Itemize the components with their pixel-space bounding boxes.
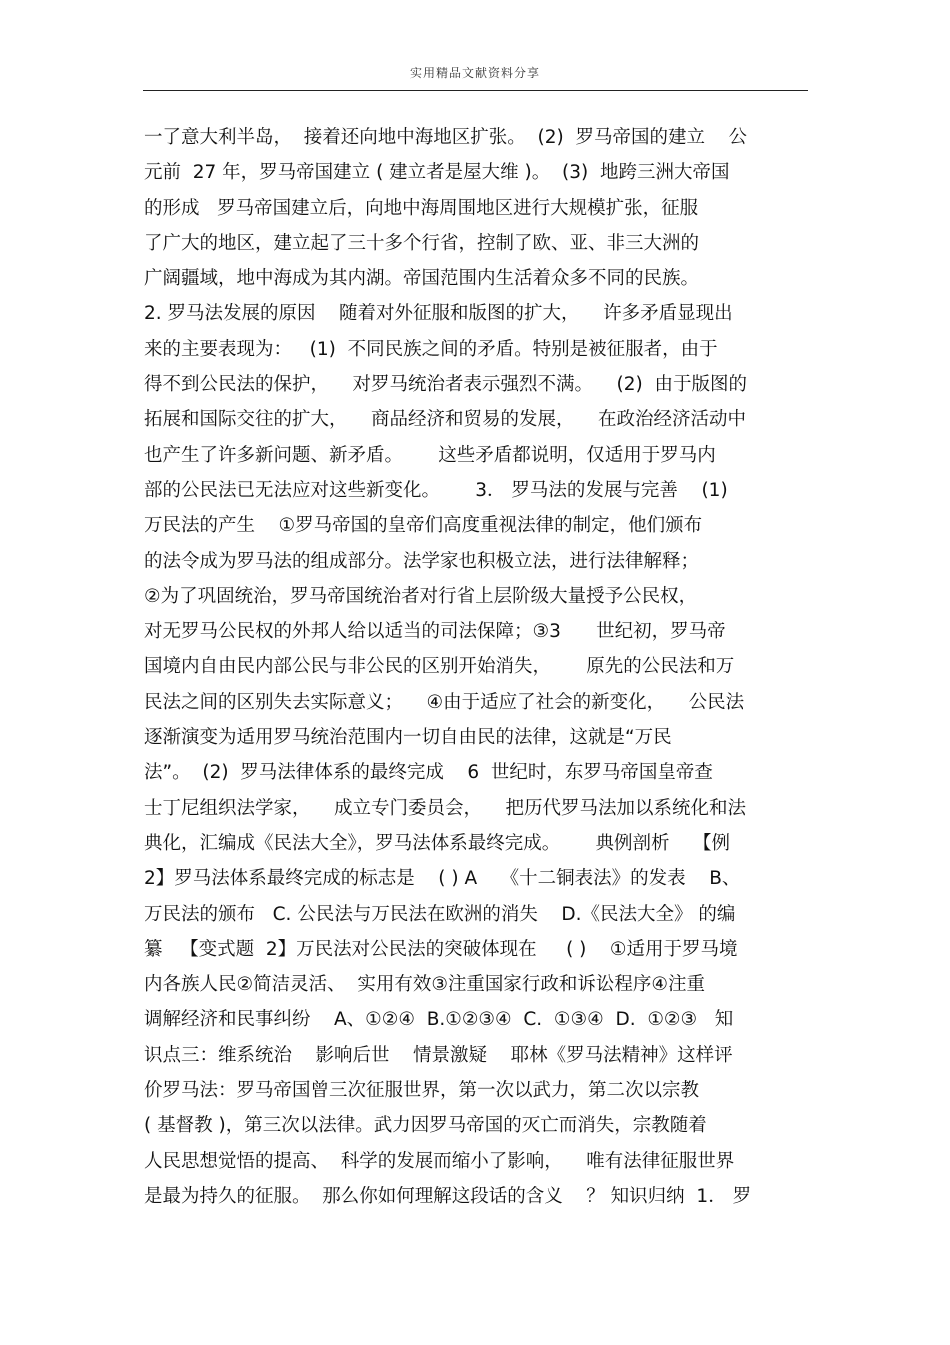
text-line: 的法令成为罗马法的组成部分。法学家也积极立法，进行法律解释；: [144, 550, 700, 572]
text-line: 是最为持久的征服。 那么你如何理解这段话的含义 ？ 知识归纳 1． 罗: [144, 1185, 752, 1207]
text-line: 法”。 (2) 罗马法律体系的最终完成 6 世纪时，东罗马帝国皇帝查: [144, 762, 713, 784]
text-line: 万民法的颁布 C. 公民法与万民法在欧洲的消失 D.《民法大全》 的编: [144, 903, 736, 925]
text-line: 士丁尼组织法学家， 成立专门委员会， 把历代罗马法加以系统化和法: [144, 797, 747, 819]
text-line: 拓展和国际交往的扩大， 商品经济和贸易的发展， 在政治经济活动中: [144, 409, 747, 431]
text-line: ( 基督教 )，第三次以法律。武力因罗马帝国的灭亡而消失，宗教随着: [144, 1115, 707, 1137]
text-line: 的形成 罗马帝国建立后，向地中海周围地区进行大规模扩张，征服: [144, 197, 699, 219]
text-line: 一了意大利半岛， 接着还向地中海地区扩张。 (2) 罗马帝国的建立 公: [144, 127, 748, 148]
text-line: 也产生了许多新问题、新矛盾。 这些矛盾都说明，仅适用于罗马内: [144, 444, 716, 466]
text-line: 元前 27 年，罗马帝国建立 ( 建立者是屋大维 )。 (3) 地跨三洲大帝国: [144, 162, 730, 184]
text-line: 国境内自由民内部公民与非公民的区别开始消失， 原先的公民法和万: [144, 656, 735, 678]
text-line: ②为了巩固统治，罗马帝国统治者对行省上层阶级大量授予公民权，: [144, 585, 698, 607]
page-header: 实用精品文献资料分享: [409, 66, 540, 80]
text-line: 来的主要表现为： (1) 不同民族之间的矛盾。特别是被征服者，由于: [144, 338, 718, 360]
text-line: 广阔疆域，地中海成为其内湖。帝国范围内生活着众多不同的民族。: [144, 268, 700, 290]
text-line: 价罗马法：罗马帝国曾三次征服世界，第一次以武力，第二次以宗教: [144, 1080, 700, 1102]
text-line: 逐渐演变为适用罗马统治范围内一切自由民的法律，这就是“万民: [144, 727, 672, 749]
document-body: [144, 120, 824, 1214]
text-line: 纂 【变式题 2】万民法对公民法的突破体现在 ( ) ①适用于罗马境: [144, 938, 738, 960]
text-line: 人民思想觉悟的提高、 科学的发展而缩小了影响， 唯有法律征服世界: [144, 1150, 735, 1172]
text-line: 对无罗马公民权的外邦人给以适当的司法保障；③3 世纪初，罗马帝: [144, 621, 726, 643]
header-divider: [143, 90, 808, 91]
text-line: 民法之间的区别失去实际意义； ④由于适应了社会的新变化， 公民法: [144, 691, 745, 713]
text-line: 调解经济和民事纠纷 A、①②④ B.①②③④ C. ①③④ D. ①②③ 知: [144, 1009, 734, 1031]
text-line: 2. 罗马法发展的原因 随着对外征服和版图的扩大， 许多矛盾显现出: [144, 303, 733, 325]
text-line: 得不到公民法的保护， 对罗马统治者表示强烈不满。 (2) 由于版图的: [144, 374, 748, 396]
text-line: 典化，汇编成《民法大全》，罗马法体系最终完成。 典例剖析 【例: [144, 832, 731, 854]
text-line: 识点三：维系统治 影响后世 情景激疑 耶林《罗马法精神》这样评: [144, 1044, 733, 1066]
text-line: 万民法的产生 ①罗马帝国的皇帝们高度重视法律的制定，他们颁布: [144, 515, 703, 537]
text-line: 了广大的地区，建立起了三十多个行省，控制了欧、亚、非三大洲的: [144, 232, 700, 254]
text-line: 2】罗马法体系最终完成的标志是 ( ) A 《十二铜表法》的发表 B、: [144, 868, 741, 890]
text-line: 部的公民法已无法应对这些新变化。 3． 罗马法的发展与完善 (1): [144, 479, 728, 501]
text-line: 内各族人民②简洁灵活、 实用有效③注重国家行政和诉讼程序④注重: [144, 974, 706, 996]
